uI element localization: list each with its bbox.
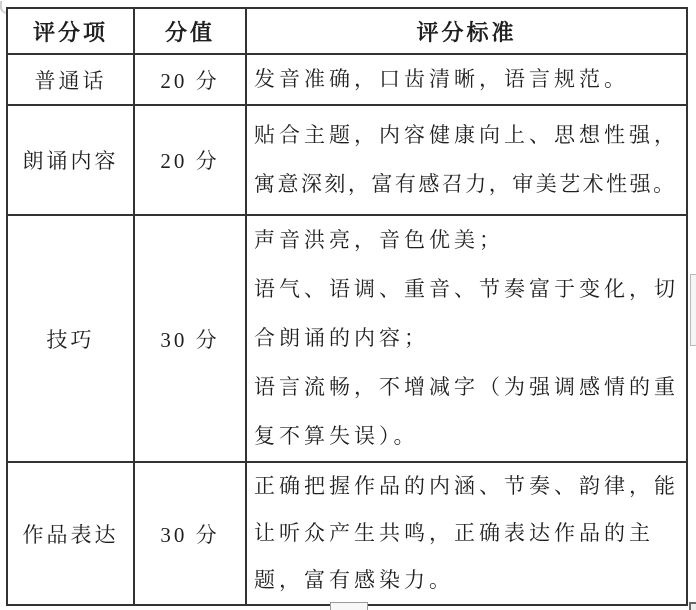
obscured-ui-corner-fragment: [689, 602, 696, 610]
row-criteria: [246, 54, 687, 105]
row-score-value: 30 分: [134, 215, 246, 462]
criteria-line: 发音准确，口齿清晰，语言规范。: [254, 67, 629, 91]
table-header-row: [7, 8, 687, 54]
criteria-line: 复不算失误）。: [254, 424, 419, 448]
row-item-label: 朗诵内容: [7, 105, 134, 215]
row-item-label: 作品表达: [7, 462, 134, 605]
row-criteria: [246, 215, 687, 462]
table-row-technique: [7, 215, 687, 462]
criteria-line: 声音洪亮，音色优美；: [254, 228, 504, 252]
row-score-value: 20 分: [134, 105, 246, 215]
row-score-value: 20 分: [134, 54, 246, 105]
header-score-value: 分值: [134, 8, 246, 54]
header-scoring-item: 评分项: [7, 8, 134, 54]
criteria-line: 语言流畅，不增减字（为强调感情的重: [254, 375, 679, 399]
criteria-line: 题，富有感染力。: [254, 568, 454, 592]
criteria-line: 让听众产生共鸣，正确表达作品的主: [254, 521, 654, 545]
row-criteria: [246, 105, 687, 215]
scrollbar-fragment: [690, 274, 696, 346]
row-score-value: 30 分: [134, 462, 246, 605]
row-item-label: 普通话: [7, 54, 134, 105]
row-item-label: 技巧: [7, 215, 134, 462]
table-row-work-expression: [7, 462, 687, 605]
row-criteria: [246, 462, 687, 605]
table-row-recitation-content: [7, 105, 687, 215]
scoring-rubric-table: [6, 7, 688, 606]
criteria-line: 寓意深刻，富有感召力，审美艺术性强。: [254, 172, 677, 196]
criteria-line: 语气、语调、重音、节奏富于变化，切: [254, 277, 679, 301]
criteria-line: 合朗诵的内容；: [254, 326, 429, 350]
table-row-mandarin: [7, 54, 687, 105]
obscured-ui-fragment: [330, 602, 368, 610]
criteria-line: 贴合主题，内容健康向上、思想性强，: [254, 123, 679, 147]
header-scoring-criteria: 评分标准: [246, 8, 687, 54]
criteria-line: 正确把握作品的内涵、节奏、韵律，能: [254, 474, 679, 498]
